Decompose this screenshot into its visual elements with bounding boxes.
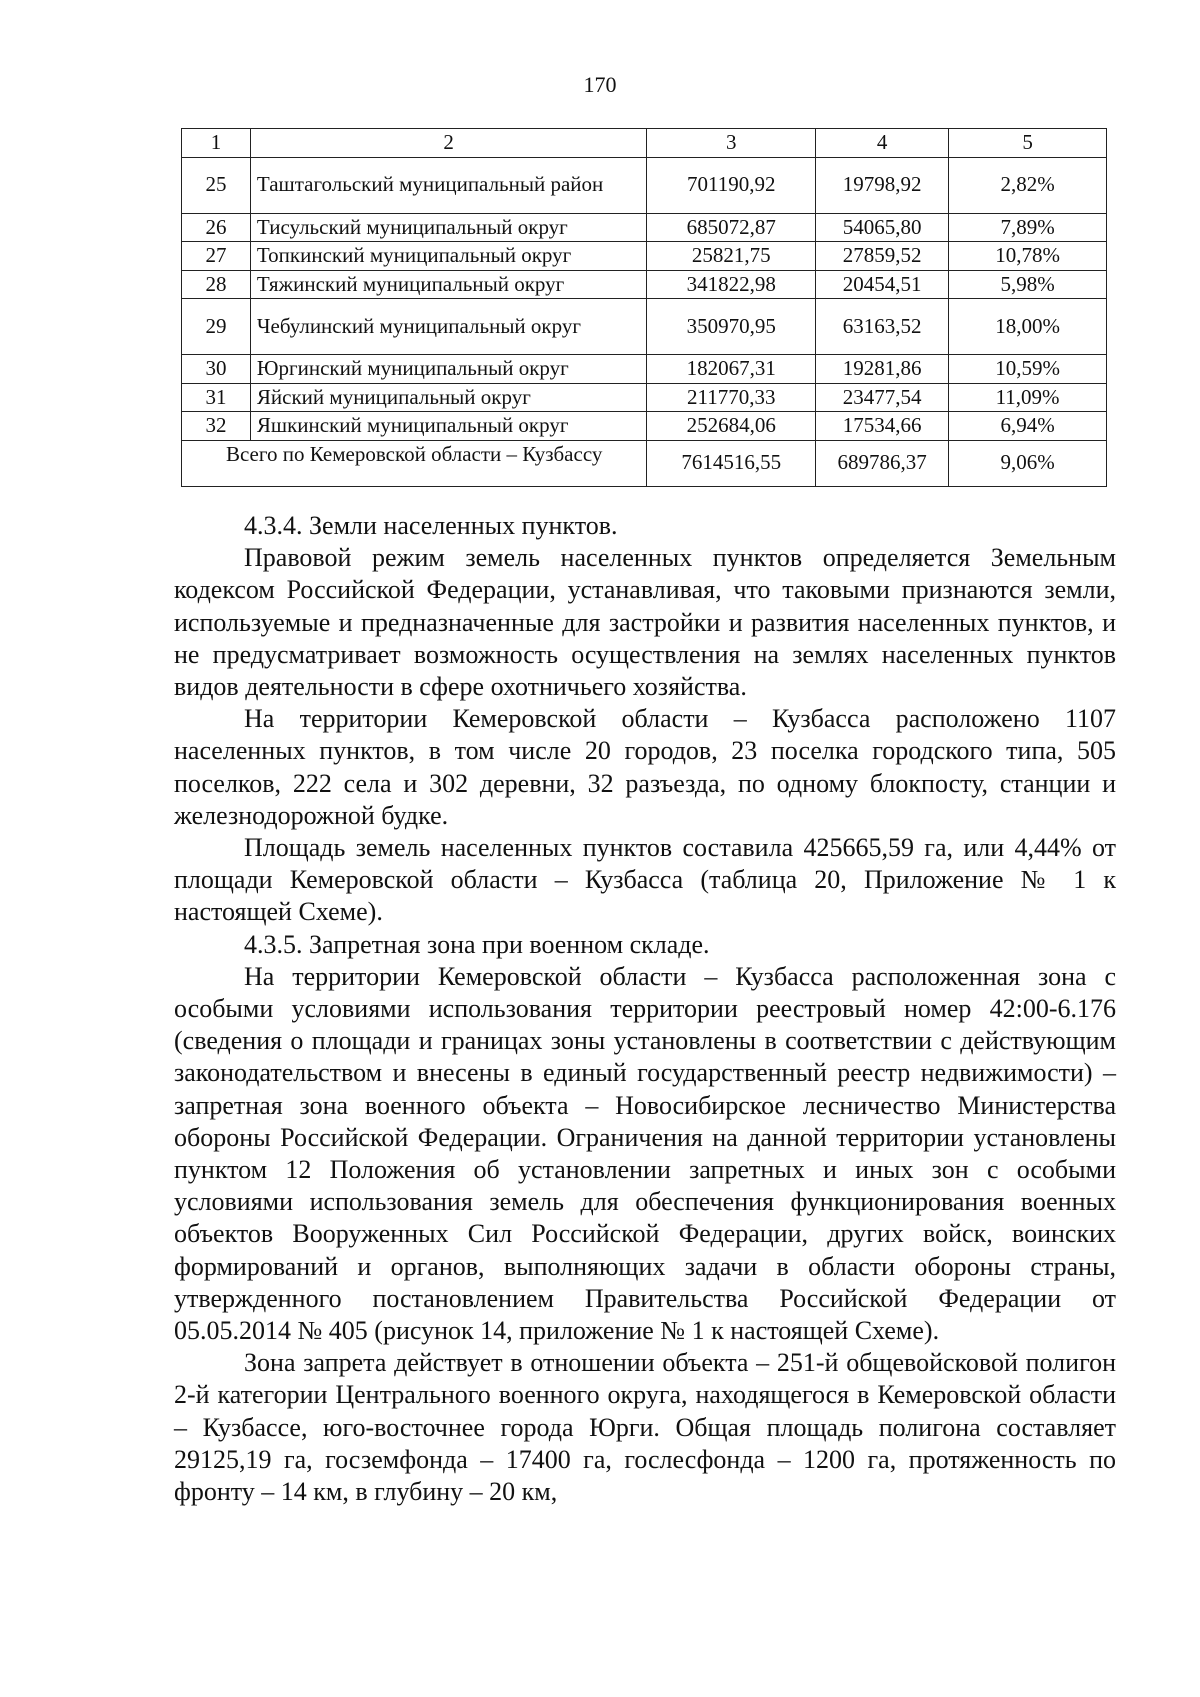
municipality-name: Тисульский муниципальный округ bbox=[250, 213, 646, 242]
municipality-name: Топкинский муниципальный округ bbox=[250, 242, 646, 271]
cell-percent: 7,89% bbox=[949, 213, 1107, 242]
cell-value: 701190,92 bbox=[647, 157, 816, 213]
cell-value: 63163,52 bbox=[816, 299, 949, 355]
total-label: Всего по Кемеровской области – Кузбассу bbox=[182, 440, 647, 486]
table-row bbox=[182, 213, 1107, 242]
header-cell: 5 bbox=[949, 129, 1107, 158]
cell-value: 54065,80 bbox=[816, 213, 949, 242]
section-heading: 4.3.4. Земли населенных пунктов. bbox=[244, 511, 618, 540]
document-body bbox=[174, 510, 1116, 1508]
cell-value: 20454,51 bbox=[816, 270, 949, 299]
municipality-name: Юргинский муниципальный округ bbox=[250, 355, 646, 384]
table-row bbox=[182, 383, 1107, 412]
row-number: 30 bbox=[182, 355, 251, 384]
header-cell: 3 bbox=[647, 129, 816, 158]
table-row bbox=[182, 355, 1107, 384]
cell-value: 341822,98 bbox=[647, 270, 816, 299]
row-number: 25 bbox=[182, 157, 251, 213]
row-number: 29 bbox=[182, 299, 251, 355]
cell-value: 25821,75 bbox=[647, 242, 816, 271]
page-number: 170 bbox=[583, 72, 617, 97]
table-total-row bbox=[182, 440, 1107, 486]
total-percent: 9,06% bbox=[949, 440, 1107, 486]
table-row bbox=[182, 412, 1107, 441]
cell-value: 182067,31 bbox=[647, 355, 816, 384]
table-row bbox=[182, 242, 1107, 271]
cell-value: 17534,66 bbox=[816, 412, 949, 441]
header-cell: 1 bbox=[182, 129, 251, 158]
row-number: 27 bbox=[182, 242, 251, 271]
cell-percent: 11,09% bbox=[949, 383, 1107, 412]
header-cell: 4 bbox=[816, 129, 949, 158]
total-value: 689786,37 bbox=[816, 440, 949, 486]
cell-value: 27859,52 bbox=[816, 242, 949, 271]
row-number: 28 bbox=[182, 270, 251, 299]
table-header-row bbox=[182, 129, 1107, 158]
cell-value: 19281,86 bbox=[816, 355, 949, 384]
paragraph: На территории Кемеровской области – Кузбасса расположенная зона с особыми условиями использования территории реестровый номер 42:00-6.176 (сведения о площади и границах зоны установлены в соответствии с действующим законодательством и внесены в единый государственный реестр недвижимости) – запретная зона военного объекта – Новосибирское лесничество Министерства обороны Российской Федерации. Ограничения на данной территории установлены пунктом 12 Положения об установлении запретных и иных зон с особыми условиями использования земель для обеспечения функционирования военных объектов Вооруженных Сил Российской Федерации, других войск, воинских формирований и органов, выполняющих задачи в области обороны страны, утвержденного постановлением Правительства Российской Федерации от 05.05.2014 № 405 (рисунок 14, приложение № 1 к настоящей Схеме). bbox=[174, 961, 1116, 1346]
row-number: 31 bbox=[182, 383, 251, 412]
cell-value: 350970,95 bbox=[647, 299, 816, 355]
cell-percent: 2,82% bbox=[949, 157, 1107, 213]
row-number: 26 bbox=[182, 213, 251, 242]
table-row bbox=[182, 157, 1107, 213]
municipality-name: Яйский муниципальный округ bbox=[250, 383, 646, 412]
municipality-name: Таштагольский муниципальный район bbox=[250, 157, 646, 213]
cell-percent: 6,94% bbox=[949, 412, 1107, 441]
cell-percent: 10,78% bbox=[949, 242, 1107, 271]
paragraph: Площадь земель населенных пунктов составила 425665,59 га, или 4,44% от площади Кемеровской области – Кузбасса (таблица 20, Приложение № 1 к настоящей Схеме). bbox=[174, 833, 1116, 927]
section-heading: 4.3.5. Запретная зона при военном складе. bbox=[244, 929, 710, 959]
paragraph: Правовой режим земель населенных пунктов определяется Земельным кодексом Российской Федерации, устанавливая, что таковыми признаются земли, используемые и предназначенные для застройки и развития населенных пунктов, и не предусматривает возможность осуществления на землях населенных пунктов видов деятельности в сфере охотничьего хозяйства. bbox=[174, 543, 1116, 702]
cell-value: 685072,87 bbox=[647, 213, 816, 242]
paragraph: На территории Кемеровской области – Кузбасса расположено 1107 населенных пунктов, в том числе 20 городов, 23 поселка городского типа, 505 поселков, 222 села и 302 деревни, 32 разъезда, по одному блокпосту, станции и железнодорожной будке. bbox=[174, 704, 1116, 830]
land-table bbox=[181, 128, 1107, 487]
paragraph: Зона запрета действует в отношении объекта – 251-й общевойсковой полигон 2-й категории Центрального военного округа, находящегося в Кемеровской области – Кузбассе, юго-восточнее города Юрги. Общая площадь полигона составляет 29125,19 га, госземфонда – 17400 га, гослесфонда – 1200 га, протяженность по фронту – 14 км, в глубину – 20 км, bbox=[174, 1348, 1116, 1507]
cell-percent: 10,59% bbox=[949, 355, 1107, 384]
table-row bbox=[182, 299, 1107, 355]
municipality-name: Чебулинский муниципальный округ bbox=[250, 299, 646, 355]
table-row bbox=[182, 270, 1107, 299]
cell-value: 19798,92 bbox=[816, 157, 949, 213]
cell-value: 252684,06 bbox=[647, 412, 816, 441]
cell-percent: 18,00% bbox=[949, 299, 1107, 355]
total-value: 7614516,55 bbox=[647, 440, 816, 486]
municipality-name: Тяжинский муниципальный округ bbox=[250, 270, 646, 299]
cell-value: 211770,33 bbox=[647, 383, 816, 412]
cell-percent: 5,98% bbox=[949, 270, 1107, 299]
municipality-name: Яшкинский муниципальный округ bbox=[250, 412, 646, 441]
cell-value: 23477,54 bbox=[816, 383, 949, 412]
header-cell: 2 bbox=[250, 129, 646, 158]
row-number: 32 bbox=[182, 412, 251, 441]
